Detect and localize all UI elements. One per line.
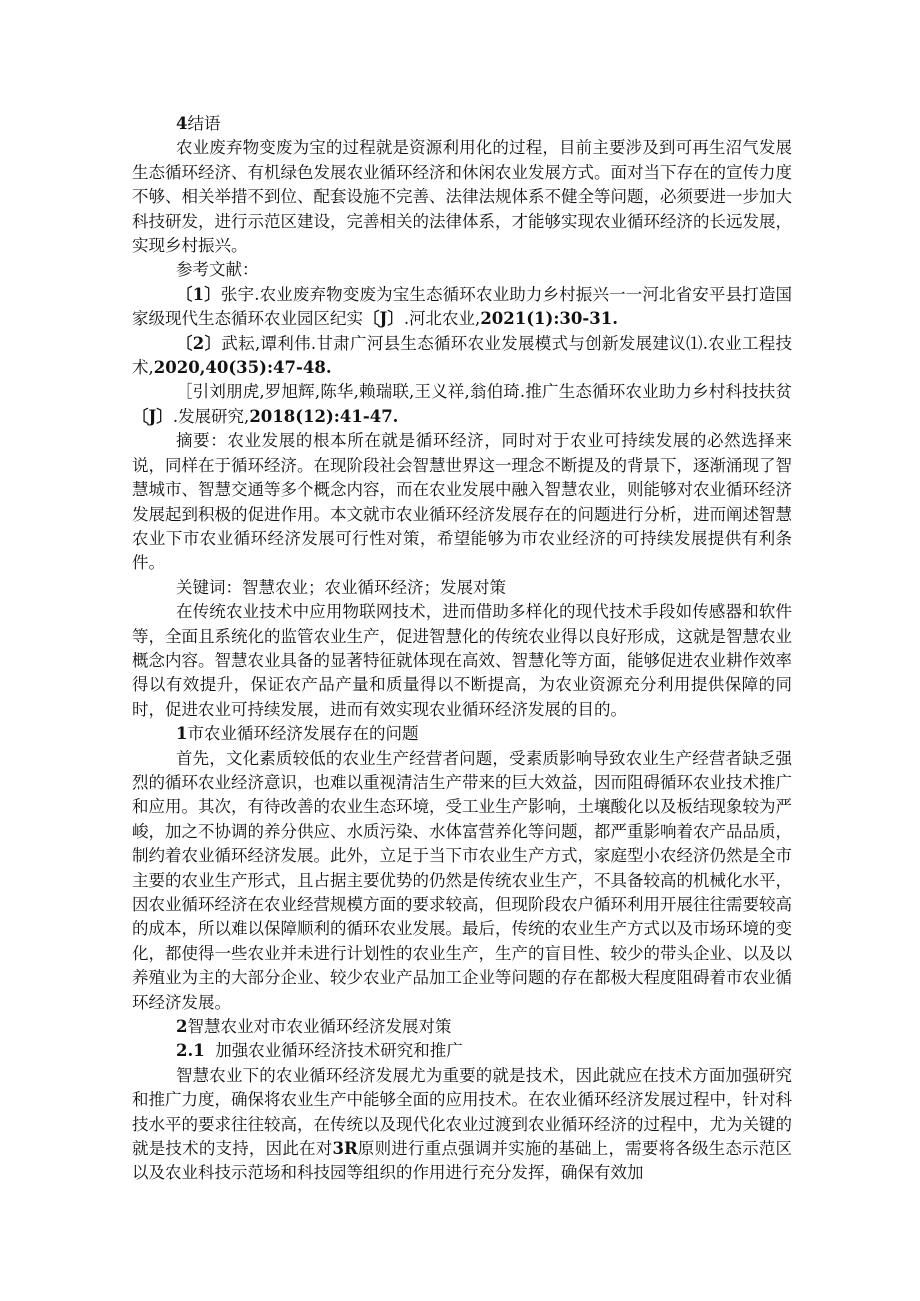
reference-3: ［引刘朋虎,罗旭辉,陈华,赖瑞联,王义祥,翁伯琦.推广生态循环农业助力乡村科技扶贫〔J〕.发展研究,2018(12):41-47.: [132, 382, 792, 426]
reference-1: 〔1〕张宇.农业废弃物变废为宝生态循环农业助力乡村振兴一一河北省安平县打造国家级现代生态循环农业园区纪实〔J〕.河北农业,2021(1):30-31.: [132, 284, 793, 329]
section-1-heading: 1市农业循环经济发展存在的问题: [176, 724, 419, 744]
section-1-paragraph: 首先，文化素质较低的农业生产经营者问题，受素质影响导致农业生产经营者缺乏强烈的循环农业经济意识，也难以重视清洁生产带来的巨大效益，因而阻碍循环农业技术推广和应用。其次，有待改善的农业生态环境，受工业生产影响，土壤酸化以及板结现象较为严峻，加之不协调的养分供应、水质污染、水体富营养化等问题，都严重影响着农产品品质，制约着农业循环经济发展。此外，立足于当下市农业生产方式，家庭型小农经济仍然是全市主要的农业生产形式，且占据主要优势的仍然是传统农业生产，不具备较高的机械化水平，因农业循环经济在农业经营规模方面的要求较高，但现阶段农户循环利用开展往往需要较高的成本，所以难以保障顺利的循环农业发展。最后，传统的农业生产方式以及市场环境的变化，都使得一些农业并未进行计划性的农业生产，生产的盲目性、较少的带头企业、以及以养殖业为主的大部分企业、较少农业产品加工企业等问题的存在都极大程度阻碍着市农业循环经济发展。: [132, 748, 792, 1012]
section-2-1-heading: 2.1 加强农业循环经济技术研究和推广: [176, 1041, 463, 1061]
section-2-heading: 2智慧农业对市农业循环经济发展对策: [176, 1017, 452, 1037]
keywords-line: 关键词：智慧农业；农业循环经济；发展对策: [176, 577, 506, 597]
document-page: [132, 112, 792, 1186]
intro-paragraph: 在传统农业技术中应用物联网技术，进而借助多样化的现代技术手段如传感器和软件等，全面且系统化的监管农业生产，促进智慧化的传统农业得以良好形成，这就是智慧农业概念内容。智慧农业具备的显著特征就体现在高效、智慧化等方面，能够促进农业耕作效率得以有效提升，保证农产品产量和质量得以不断提高，为农业资源充分利用提供保障的同时，促进农业可持续发展，进而有效实现农业循环经济发展的目的。: [132, 602, 792, 719]
conclusion-heading: 4结语: [176, 114, 221, 133]
section-2-1-paragraph: 智慧农业下的农业循环经济发展尤为重要的就是技术，因此就应在技术方面加强研究和推广力度，确保将农业生产中能够全面的应用技术。在农业循环经济发展过程中，针对科技水平的要求往往较高，在传统以及现代化农业过渡到农业循环经济的过程中，尤为关键的就是技术的支持，因此在对3R原则进行重点强调并实施的基础上，需要将各级生态示范区以及农业科技示范场和科技园等组织的作用进行充分发挥，确保有效加: [132, 1065, 793, 1183]
references-title: 参考文献：: [176, 260, 259, 280]
abstract-paragraph: 摘要：农业发展的根本所在就是循环经济，同时对于农业可持续发展的必然选择来说，同样在于循环经济。在现阶段社会智慧世界这一理念不断提及的背景下，逐渐涌现了智慧城市、智慧交通等多个概念内容，而在农业发展中融入智慧农业，则能够对农业循环经济发展起到积极的促进作用。本文就市农业循环经济发展存在的问题进行分析，进而阐述智慧农业下市农业循环经济发展可行性对策，希望能够为市农业经济的可持续发展提供有利条件。: [132, 431, 792, 573]
conclusion-paragraph: 农业废弃物变废为宝的过程就是资源利用化的过程，目前主要涉及到可再生沼气发展生态循环经济、有机绿色发展农业循环经济和休闲农业发展方式。面对当下存在的宣传力度不够、相关举措不到位、配套设施不完善、法律法规体系不健全等问题，必须要进一步加大科技研发，进行示范区建设，完善相关的法律体系，才能够实现农业循环经济的长远发展，实现乡村振兴。: [132, 138, 792, 256]
reference-2: 〔2〕武耘,谭利伟.甘肃广河县生态循环农业发展模式与创新发展建议⑴.农业工程技术,2020,40(35):47-48.: [132, 333, 792, 378]
